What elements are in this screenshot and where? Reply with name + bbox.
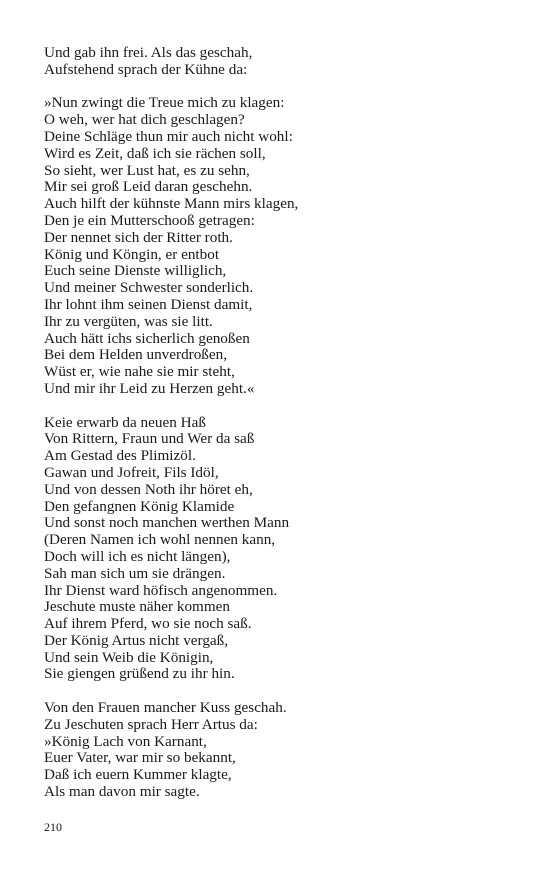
verse-line: Der nennet sich der Ritter roth. — [44, 228, 233, 246]
verse-line: Am Gestad des Plimizöl. — [44, 447, 196, 465]
verse-line: Und mir ihr Leid zu Herzen geht.« — [44, 379, 255, 397]
page-number: 210 — [44, 820, 62, 834]
page-text — [44, 45, 514, 818]
stanza — [44, 415, 514, 684]
verse-line: Den gefangnen König Klamide — [44, 497, 235, 515]
verse-line: »Nun zwingt die Treue mich zu klagen: — [44, 94, 285, 112]
stanza — [44, 45, 514, 79]
verse-line: Doch will ich es nicht längen), — [44, 547, 231, 565]
verse-line: Ihr Dienst ward höfisch angenommen. — [44, 581, 278, 599]
verse-line: Gawan und Jofreit, Fils Idöl, — [44, 463, 219, 481]
verse-line: Mir sei groß Leid daran geschehn. — [44, 178, 253, 196]
verse-line: Und meiner Schwester sonderlich. — [44, 279, 254, 297]
verse-line: König und Köngin, er entbot — [44, 245, 220, 263]
verse-line: Euer Vater, war mir so bekannt, — [44, 749, 236, 767]
verse-line: O weh, wer hat dich geschlagen? — [44, 111, 245, 129]
verse-line: Und von dessen Noth ihr höret eh, — [44, 480, 253, 498]
verse-line: Den je ein Mutterschooß getragen: — [44, 211, 255, 229]
verse-line: »König Lach von Karnant, — [44, 732, 207, 750]
verse-line: Auf ihrem Pferd, wo sie noch saß. — [44, 615, 252, 633]
verse-line: Jeschute muste näher kommen — [44, 598, 230, 616]
verse-line: Wüst er, wie nahe sie mir steht, — [44, 363, 235, 381]
verse-line: Zu Jeschuten sprach Herr Artus da: — [44, 715, 258, 733]
stanza — [44, 95, 514, 397]
verse-line: Und gab ihn frei. Als das geschah, — [44, 44, 253, 61]
verse-line: Wird es Zeit, daß ich sie rächen soll, — [44, 144, 266, 162]
verse-line: Und sein Weib die Königin, — [44, 648, 214, 666]
verse-line: Von Rittern, Fraun und Wer da saß — [44, 430, 255, 448]
verse-line: Keie erwarb da neuen Haß — [44, 413, 206, 431]
verse-line: Bei dem Helden unverdroßen, — [44, 346, 228, 364]
verse-line: Als man davon mir sagte. — [44, 783, 200, 801]
verse-line: Ihr lohnt ihm seinen Dienst damit, — [44, 295, 253, 313]
verse-line: Deine Schläge thun mir auch nicht wohl: — [44, 127, 293, 145]
verse-line: Aufstehend sprach der Kühne da: — [44, 60, 248, 78]
verse-line: Und sonst noch manchen werthen Mann — [44, 514, 290, 532]
stanza — [44, 700, 514, 801]
verse-line: Auch hilft der kühnste Mann mirs klagen, — [44, 195, 299, 213]
verse-line: Daß ich euern Kummer klagte, — [44, 766, 232, 784]
verse-line: Sah man sich um sie drängen. — [44, 564, 226, 582]
verse-line: Sie giengen grüßend zu ihr hin. — [44, 665, 235, 683]
verse-line: (Deren Namen ich wohl nennen kann, — [44, 531, 276, 549]
verse-line: Ihr zu vergüten, was sie litt. — [44, 312, 213, 330]
verse-line: Von den Frauen mancher Kuss geschah. — [44, 699, 287, 717]
verse-line: So sieht, wer Lust hat, es zu sehn, — [44, 161, 250, 179]
verse-line: Auch hätt ichs sicherlich genoßen — [44, 329, 250, 347]
verse-line: Euch seine Dienste williglich, — [44, 262, 227, 280]
verse-line: Der König Artus nicht vergaß, — [44, 631, 229, 649]
